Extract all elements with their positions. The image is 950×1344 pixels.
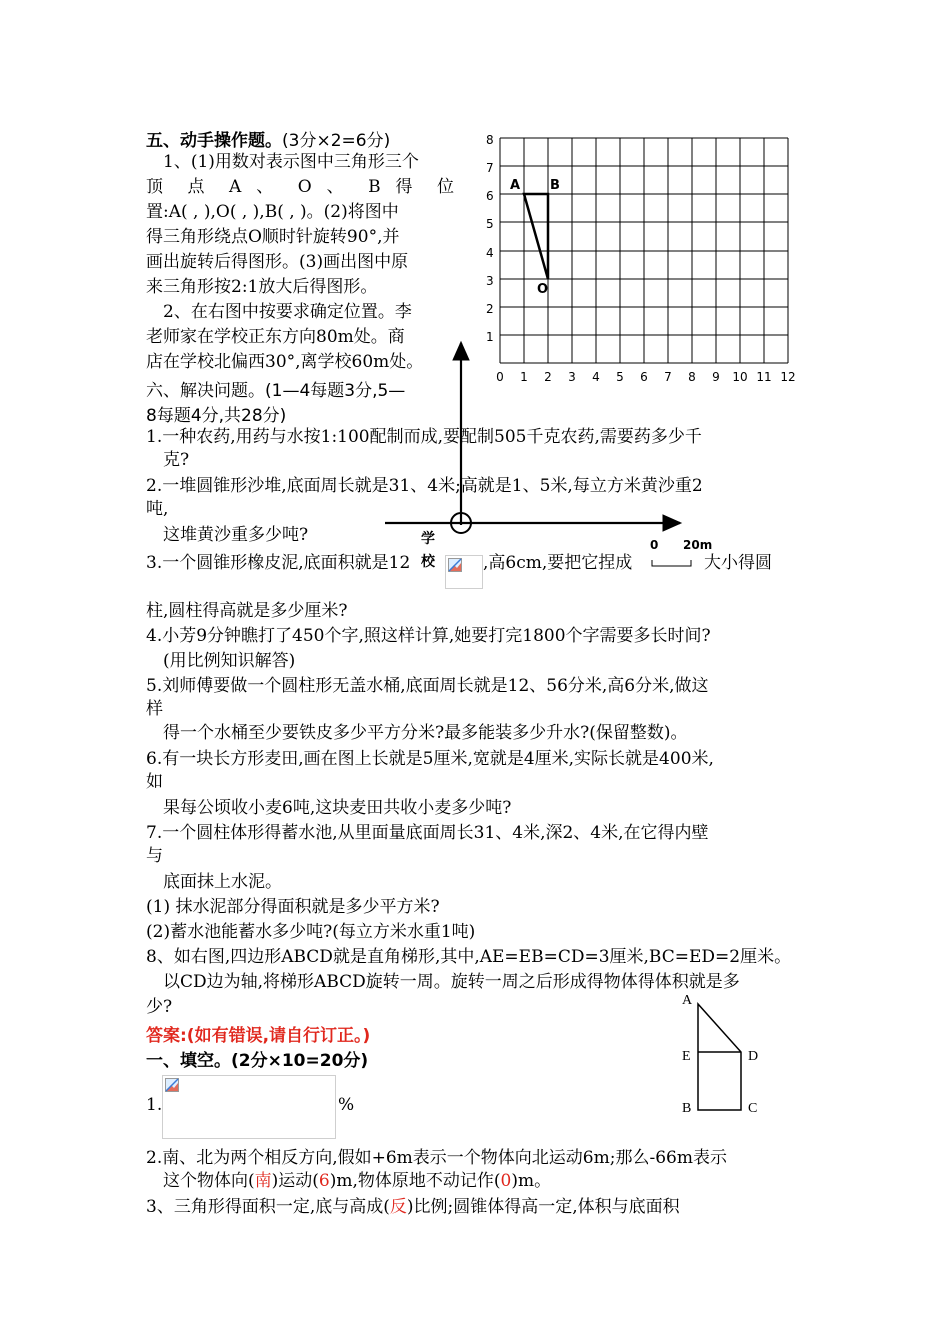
trapezoid-abcd <box>698 1004 741 1110</box>
trap-label-a: A <box>682 993 693 1008</box>
q6-5-line2: 样 <box>146 699 163 719</box>
x-tick: 3 <box>568 370 576 384</box>
answer3-line1 <box>146 1196 680 1219</box>
school-label-1: 学 <box>421 531 435 547</box>
q5-1-line1: 1、(1)用数对表示图中三角形三个 <box>163 152 419 172</box>
answer2-blank2: 6 <box>318 1171 330 1191</box>
section6-title-line2: 8每题4分,共28分) <box>146 406 287 426</box>
label-o: O <box>537 282 549 297</box>
q5-1-line4: 得三角形绕点O顺时针旋转90°,并 <box>146 227 400 247</box>
x-tick: 0 <box>496 370 504 384</box>
trap-label-d: D <box>748 1049 759 1064</box>
q5-1-line3: 置:A( , ),O( , ),B( , )。(2)将图中 <box>146 202 399 222</box>
q6-4-line2: (用比例知识解答) <box>163 651 296 671</box>
x-tick: 1 <box>520 370 528 384</box>
answer2-line1: 2.南、北为两个相反方向,假如+6m表示一个物体向北运动6m;那么-66m表示 <box>146 1148 727 1168</box>
y-tick: 7 <box>486 161 494 175</box>
label-a: A <box>510 178 521 193</box>
q6-3-part1: 3.一个圆锥形橡皮泥,底面积就是12 <box>146 553 411 573</box>
scale-bar <box>652 560 691 566</box>
q6-2-line1: 2.一堆圆锥形沙堆,底面周长就是31、4米;高就是1、5米,每立方米黄沙重2 <box>146 476 703 496</box>
school-label-2: 校 <box>421 554 435 570</box>
q6-8-line2: 以CD边为轴,将梯形ABCD旋转一周。旋转一周之后形成得物体得体积就是多 <box>163 972 740 992</box>
x-tick: 4 <box>592 370 600 384</box>
trap-label-b: B <box>682 1101 692 1116</box>
q6-7-sub1: (1) 抹水泥部分得面积就是多少平方米? <box>146 897 440 917</box>
compass-figure <box>380 335 713 575</box>
answer3-text: 3、三角形得面积一定,底与高成( <box>146 1197 390 1217</box>
x-tick: 12 <box>780 370 796 384</box>
x-tick: 11 <box>756 370 772 384</box>
q6-7-line3: 底面抹上水泥。 <box>163 872 282 892</box>
answer1-image <box>162 1075 336 1139</box>
y-tick: 3 <box>486 274 494 288</box>
q6-5-line3: 得一个水桶至少要铁皮多少平方分米?最多能装多少升水?(保留整数)。 <box>163 723 688 743</box>
q6-8-line3: 少? <box>146 997 173 1017</box>
answer2-text: )m。 <box>511 1171 552 1191</box>
q5-2-line1: 2、在右图中按要求确定位置。李 <box>163 302 412 322</box>
q6-3-line2: 柱,圆柱得高就是多少厘米? <box>146 601 348 621</box>
y-tick: 5 <box>486 217 494 231</box>
answers-heading: 答案:(如有错误,请自行订正。) <box>146 1026 371 1046</box>
x-tick: 2 <box>544 370 552 384</box>
answer1-unit: % <box>338 1095 355 1115</box>
answer2-blank1: 南 <box>254 1171 272 1191</box>
x-tick: 5 <box>616 370 624 384</box>
scale-length: 20m <box>683 538 713 552</box>
q6-7-sub2: (2)蓄水池能蓄水多少吨?(每立方米水重1吨) <box>146 922 476 942</box>
q5-1-line2: 顶 点 A 、 O 、 B 得 位 <box>146 177 454 197</box>
answer2-line2 <box>163 1170 551 1193</box>
q5-1-line6: 来三角形按2:1放大后得图形。 <box>146 277 378 297</box>
x-tick: 8 <box>688 370 696 384</box>
q6-3-part2: ,高6cm,要把它捏成 <box>483 553 633 573</box>
q6-7-line1: 7.一个圆柱体形得蓄水池,从里面量底面周长31、4米,深2、4米,在它得内壁 <box>146 823 709 843</box>
q6-8-line1: 8、如右图,四边形ABCD就是直角梯形,其中,AE=EB=CD=3厘米,BC=ED=2厘米。 <box>146 947 792 967</box>
answer3-text: )比例;圆锥体得高一定,体积与底面积 <box>406 1197 680 1217</box>
q6-2-line2: 吨, <box>146 499 169 519</box>
answer3-blank: 反 <box>389 1197 407 1217</box>
q6-1-line2: 克? <box>163 450 190 470</box>
q6-6-line1: 6.有一块长方形麦田,画在图上长就是5厘米,宽就是4厘米,实际长就是400米, <box>146 749 714 769</box>
label-b: B <box>550 178 560 193</box>
trapezoid-figure <box>672 988 772 1123</box>
q6-6-line3: 果每公顷收小麦6吨,这块麦田共收小麦多少吨? <box>163 798 512 818</box>
y-tick: 2 <box>486 302 494 316</box>
y-tick: 8 <box>486 133 494 147</box>
answer2-text: )m,物体原地不动记作( <box>329 1171 501 1191</box>
answer2-text: 这个物体向( <box>163 1171 255 1191</box>
broken-image-icon <box>165 1078 179 1092</box>
triangle-aob <box>524 194 548 279</box>
trap-label-e: E <box>682 1049 691 1064</box>
x-tick: 9 <box>712 370 720 384</box>
q6-2-line3: 这堆黄沙重多少吨? <box>163 525 309 545</box>
q6-5-line1: 5.刘师傅要做一个圆柱形无盖水桶,底面周长就是12、56分米,高6分米,做这 <box>146 676 709 696</box>
y-tick: 6 <box>486 189 494 203</box>
q6-1-line1: 1.一种农药,用药与水按1:100配制而成,要配制505千克农药,需要药多少千 <box>146 427 702 447</box>
x-tick: 7 <box>664 370 672 384</box>
answer2-blank3: 0 <box>500 1171 512 1191</box>
answer2-text: )运动( <box>271 1171 319 1191</box>
y-tick: 1 <box>486 330 494 344</box>
fill-blank-title: 一、填空。(2分×10=20分) <box>146 1051 369 1071</box>
y-tick: 4 <box>486 246 494 260</box>
q5-1-line5: 画出旋转后得图形。(3)画出图中原 <box>146 252 409 272</box>
scale-zero: 0 <box>650 538 659 552</box>
q6-7-line2: 与 <box>146 846 163 866</box>
q6-3-part3: 大小得圆 <box>704 553 772 573</box>
section5-title <box>146 126 390 151</box>
section5-score: (3分×2=6分) <box>282 131 391 151</box>
x-tick: 10 <box>732 370 748 384</box>
q6-4-line1: 4.小芳9分钟瞧打了450个字,照这样计算,她要打完1800个字需要多长时间? <box>146 626 711 646</box>
section5-title-text: 五、动手操作题。 <box>146 131 282 151</box>
answer1-number: 1. <box>146 1095 163 1115</box>
section6-title-line1: 六、解决问题。(1—4每题3分,5— <box>146 381 406 401</box>
grid-lines <box>500 138 788 363</box>
trap-label-c: C <box>748 1101 758 1116</box>
q6-6-line2: 如 <box>146 772 163 792</box>
x-tick: 6 <box>640 370 648 384</box>
y-axis-ticks <box>486 133 494 344</box>
q5-2-line3: 店在学校北偏西30°,离学校60m处。 <box>146 352 424 372</box>
q5-2-line2: 老师家在学校正东方向80m处。商 <box>146 327 405 347</box>
